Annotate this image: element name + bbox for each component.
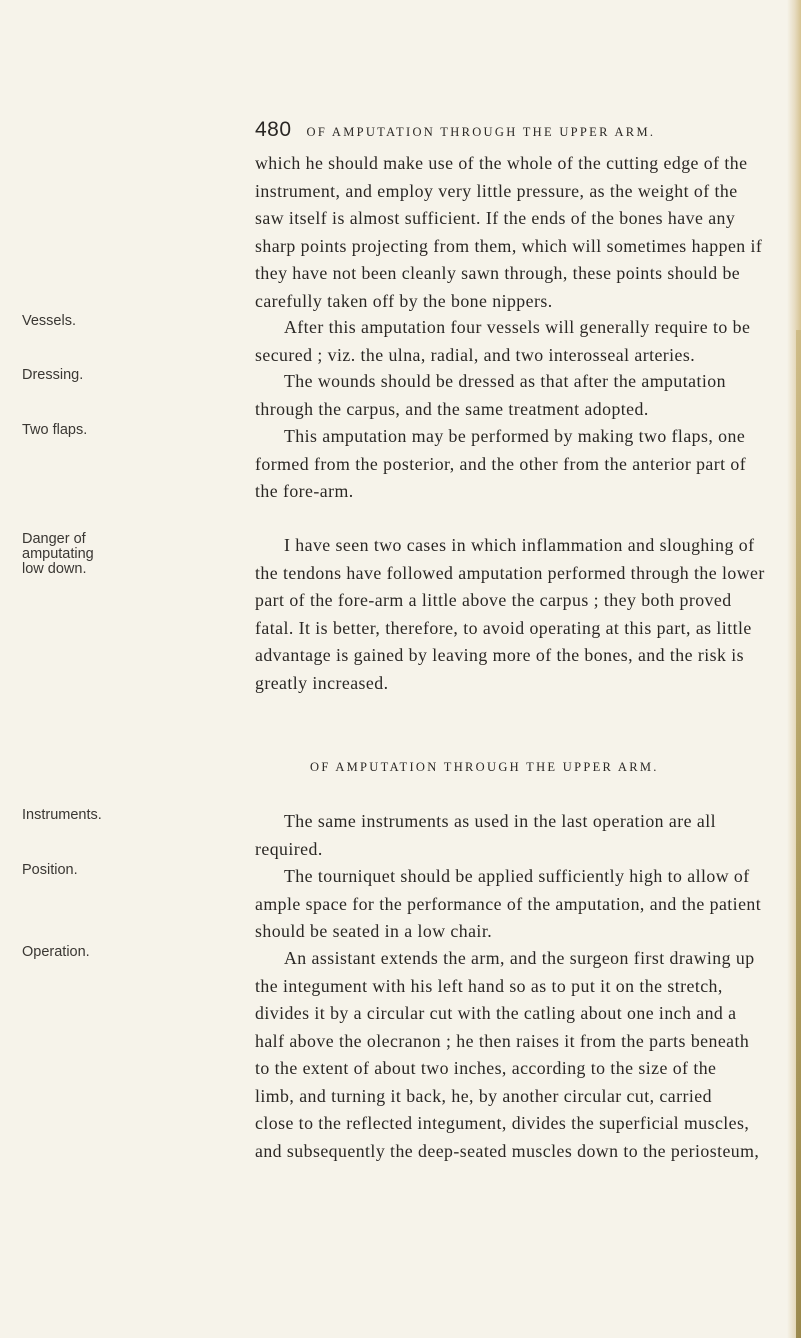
text-line: ample space for the performance of the amputation, and the patient (255, 893, 762, 914)
text-line: formed from the posterior, and the other from the anterior part of (255, 453, 747, 474)
margin-note-vessels (22, 314, 227, 329)
text-line: half above the olecranon ; he then raises it from the parts beneath (255, 1030, 750, 1051)
margin-notes (0, 0, 250, 1338)
text-line: The wounds should be dressed as that after the amputation (284, 371, 726, 391)
text-line: After this amputation four vessels will generally require to be (284, 317, 751, 337)
paragraph-instruments (255, 808, 775, 863)
text-line: and subsequently the deep-seated muscles down to the periosteum, (255, 1140, 760, 1161)
text-line: This amputation may be performed by making two flaps, one (284, 426, 746, 446)
text-line: through the carpus, and the same treatment adopted. (255, 398, 649, 419)
paragraph-vessels (255, 314, 775, 369)
paragraph-position (255, 863, 775, 946)
margin-note-line: Operation. (22, 944, 90, 960)
page-edge-binding (796, 330, 801, 1338)
text-line: divides it by a circular cut with the catling about one inch and a (255, 1003, 737, 1023)
margin-note-line: Position. (22, 862, 78, 878)
margin-note-line: Instruments. (22, 807, 102, 823)
margin-note-danger (22, 532, 227, 577)
paragraph-danger (255, 532, 775, 697)
paragraph-dressing (255, 368, 775, 423)
text-line: saw itself is almost sufficient. If the ends of the bones have any (255, 208, 736, 228)
paragraph-bone-sawing (255, 150, 775, 315)
margin-note-line: Dressing. (22, 367, 84, 383)
text-line: fatal. It is better, therefore, to avoid operating at this part, as little (255, 617, 752, 638)
text-line: carefully taken off by the bone nippers. (255, 290, 553, 311)
margin-note-line: Danger of (22, 531, 86, 547)
page-number: 480 (255, 118, 292, 141)
margin-note-line: amputating (22, 546, 94, 562)
running-header (255, 118, 725, 148)
text-line: The tourniquet should be applied sufficiently high to allow of (284, 866, 750, 886)
paragraph-operation (255, 945, 775, 1165)
text-line: instrument, and employ very little pressure, as the weight of the (255, 180, 738, 201)
running-title: OF AMPUTATION THROUGH THE UPPER ARM. (306, 125, 656, 139)
text-line: sharp points projecting from them, which will sometimes happen if (255, 235, 763, 256)
margin-note-instruments (22, 808, 227, 823)
margin-note-two-flaps (22, 423, 227, 438)
text-line: advantage is gained by leaving more of the bones, and the risk is (255, 645, 744, 665)
text-line: greatly increased. (255, 672, 389, 693)
margin-note-operation (22, 945, 227, 960)
text-line: An assistant extends the arm, and the surgeon first drawing up (284, 948, 755, 968)
margin-note-line: Vessels. (22, 313, 76, 329)
margin-note-line: low down. (22, 561, 87, 577)
text-line: the fore-arm. (255, 481, 354, 501)
text-line: close to the reflected integument, divides the superficial muscles, (255, 1113, 750, 1133)
text-line: they have not been cleanly sawn through, these points should be (255, 263, 741, 283)
text-line: to the extent of about two inches, according to the size of the (255, 1058, 717, 1078)
paragraph-two-flaps (255, 423, 775, 506)
text-line: limb, and turning it back, he, by another circular cut, carried (255, 1085, 712, 1106)
text-line: the integument with his left hand so as to put it on the stretch, (255, 975, 723, 996)
text-line: the tendons have followed amputation performed through the lower (255, 562, 765, 583)
text-line: The same instruments as used in the last operation are all (284, 811, 716, 831)
text-line: secured ; viz. the ulna, radial, and two interosseal arteries. (255, 344, 696, 365)
text-line: part of the fore-arm a little above the carpus ; they both proved (255, 590, 732, 610)
text-line: required. (255, 838, 323, 859)
margin-note-position (22, 863, 227, 878)
margin-note-dressing (22, 368, 227, 383)
text-line: should be seated in a low chair. (255, 921, 493, 941)
text-line: which he should make use of the whole of the cutting edge of the (255, 153, 748, 173)
section-heading: OF AMPUTATION THROUGH THE UPPER ARM. (310, 760, 659, 774)
text-line: I have seen two cases in which inflammation and sloughing of (284, 535, 755, 555)
margin-note-line: Two flaps. (22, 422, 88, 438)
